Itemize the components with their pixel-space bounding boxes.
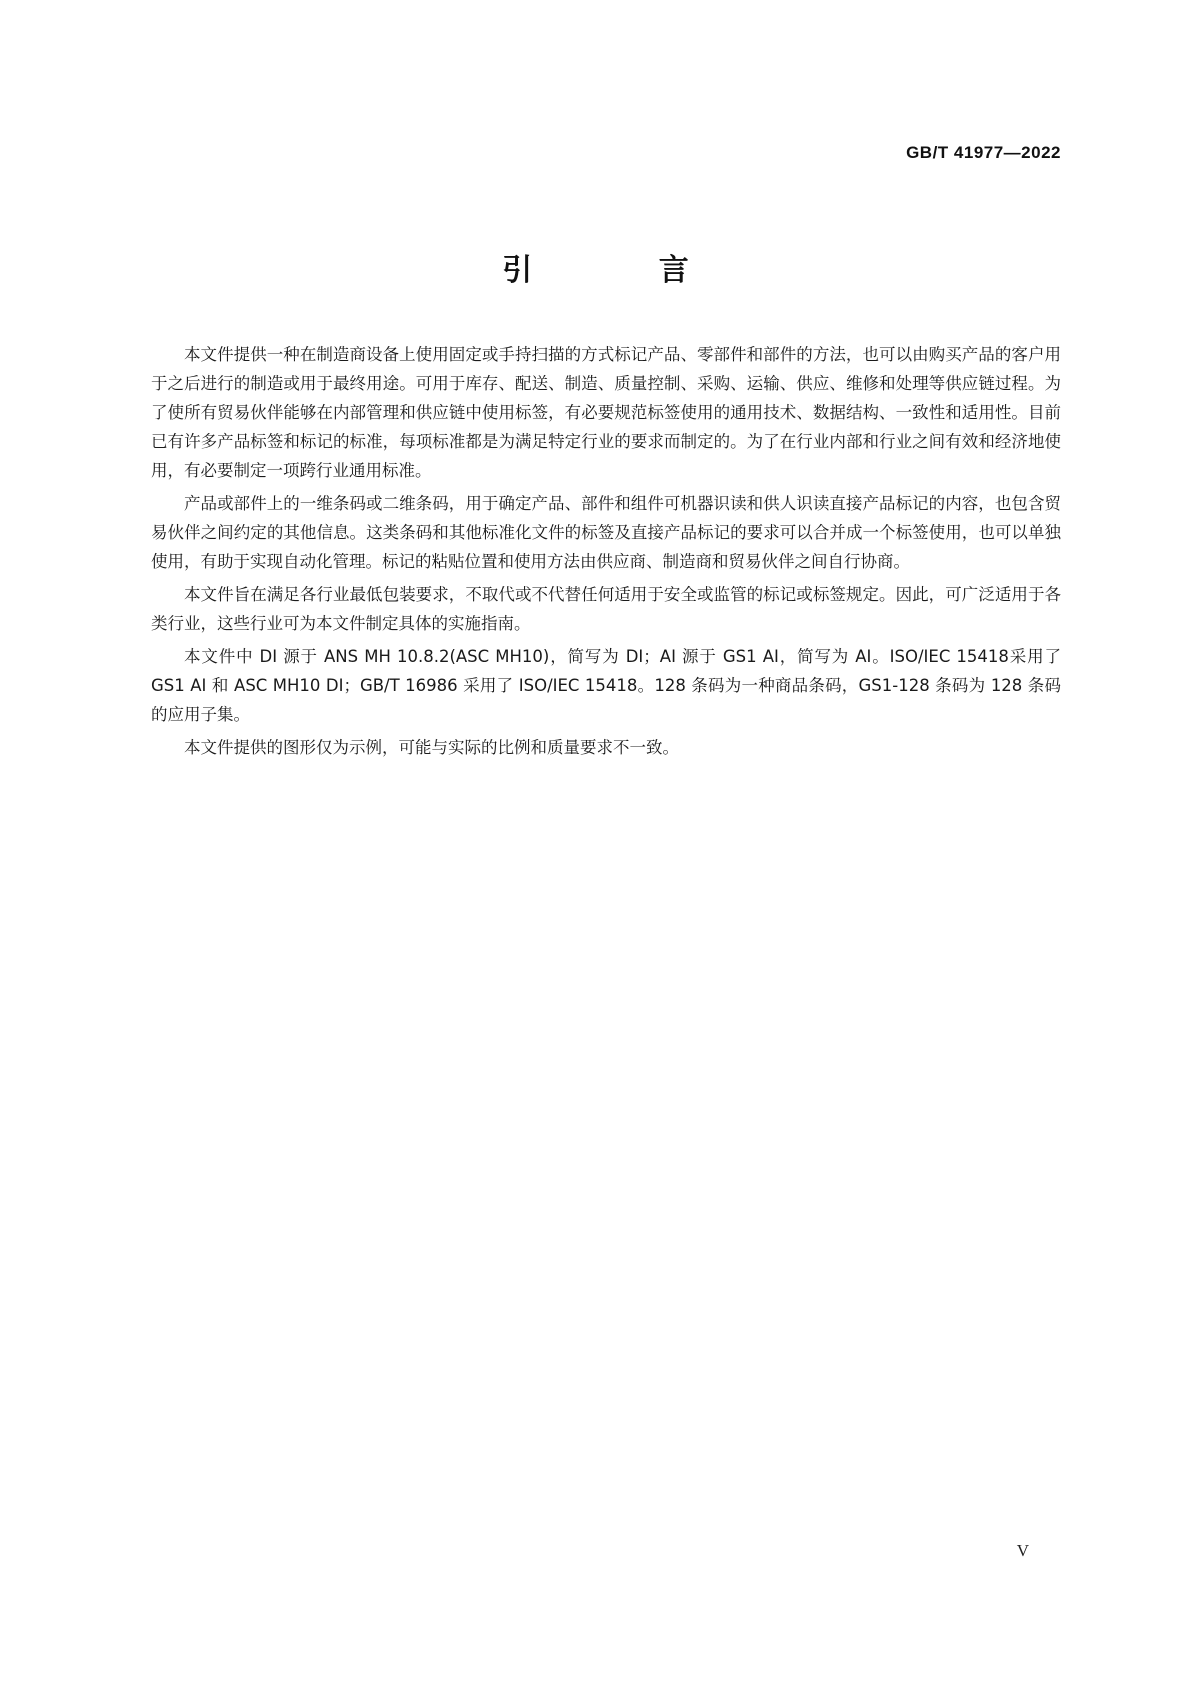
page-number: V — [1016, 1541, 1029, 1560]
paragraph-4: 本文件中 DI 源于 ANS MH 10.8.2(ASC MH10)，简写为 DI；AI 源于 GS1 AI，简写为 AI。ISO/IEC 15418采用了 GS1 AI 和 ASC MH10 DI；GB/T 16986 采用了 ISO/IEC 15418。128 条码为一种商品条码，GS1-128 条码为 128 条码的应用子集。 — [151, 647, 1061, 724]
paragraph-1: 本文件提供一种在制造商设备上使用固定或手持扫描的方式标记产品、零部件和部件的方法，也可以由购买产品的客户用于之后进行的制造或用于最终用途。可用于库存、配送、制造、质量控制、采购、运输、供应、维修和处理等供应链过程。为了使所有贸易伙伴能够在内部管理和供应链中使用标签，有必要规范标签使用的通用技术、数据结构、一致性和适用性。目前已有许多产品标签和标记的标准，每项标准都是为满足特定行业的要求而制定的。为了在行业内部和行业之间有效和经济地使用，有必要制定一项跨行业通用标准。 — [151, 345, 1061, 480]
paragraph-3: 本文件旨在满足各行业最低包装要求，不取代或不代替任何适用于安全或监管的标记或标签规定。因此，可广泛适用于各类行业，这些行业可为本文件制定具体的实施指南。 — [151, 585, 1061, 633]
introduction-body — [151, 340, 1061, 766]
paragraph-2: 产品或部件上的一维条码或二维条码，用于确定产品、部件和组件可机器识读和供人识读直接产品标记的内容，也包含贸易伙伴之间约定的其他信息。这类条码和其他标准化文件的标签及直接产品标记的要求可以合并成一个标签使用，也可以单独使用，有助于实现自动化管理。标记的粘贴位置和使用方法由供应商、制造商和贸易伙伴之间自行协商。 — [151, 494, 1061, 571]
section-title: 引 言 — [502, 253, 747, 288]
paragraph-5: 本文件提供的图形仅为示例，可能与实际的比例和质量要求不一致。 — [184, 738, 679, 757]
standard-code: GB/T 41977—2022 — [906, 143, 1061, 162]
